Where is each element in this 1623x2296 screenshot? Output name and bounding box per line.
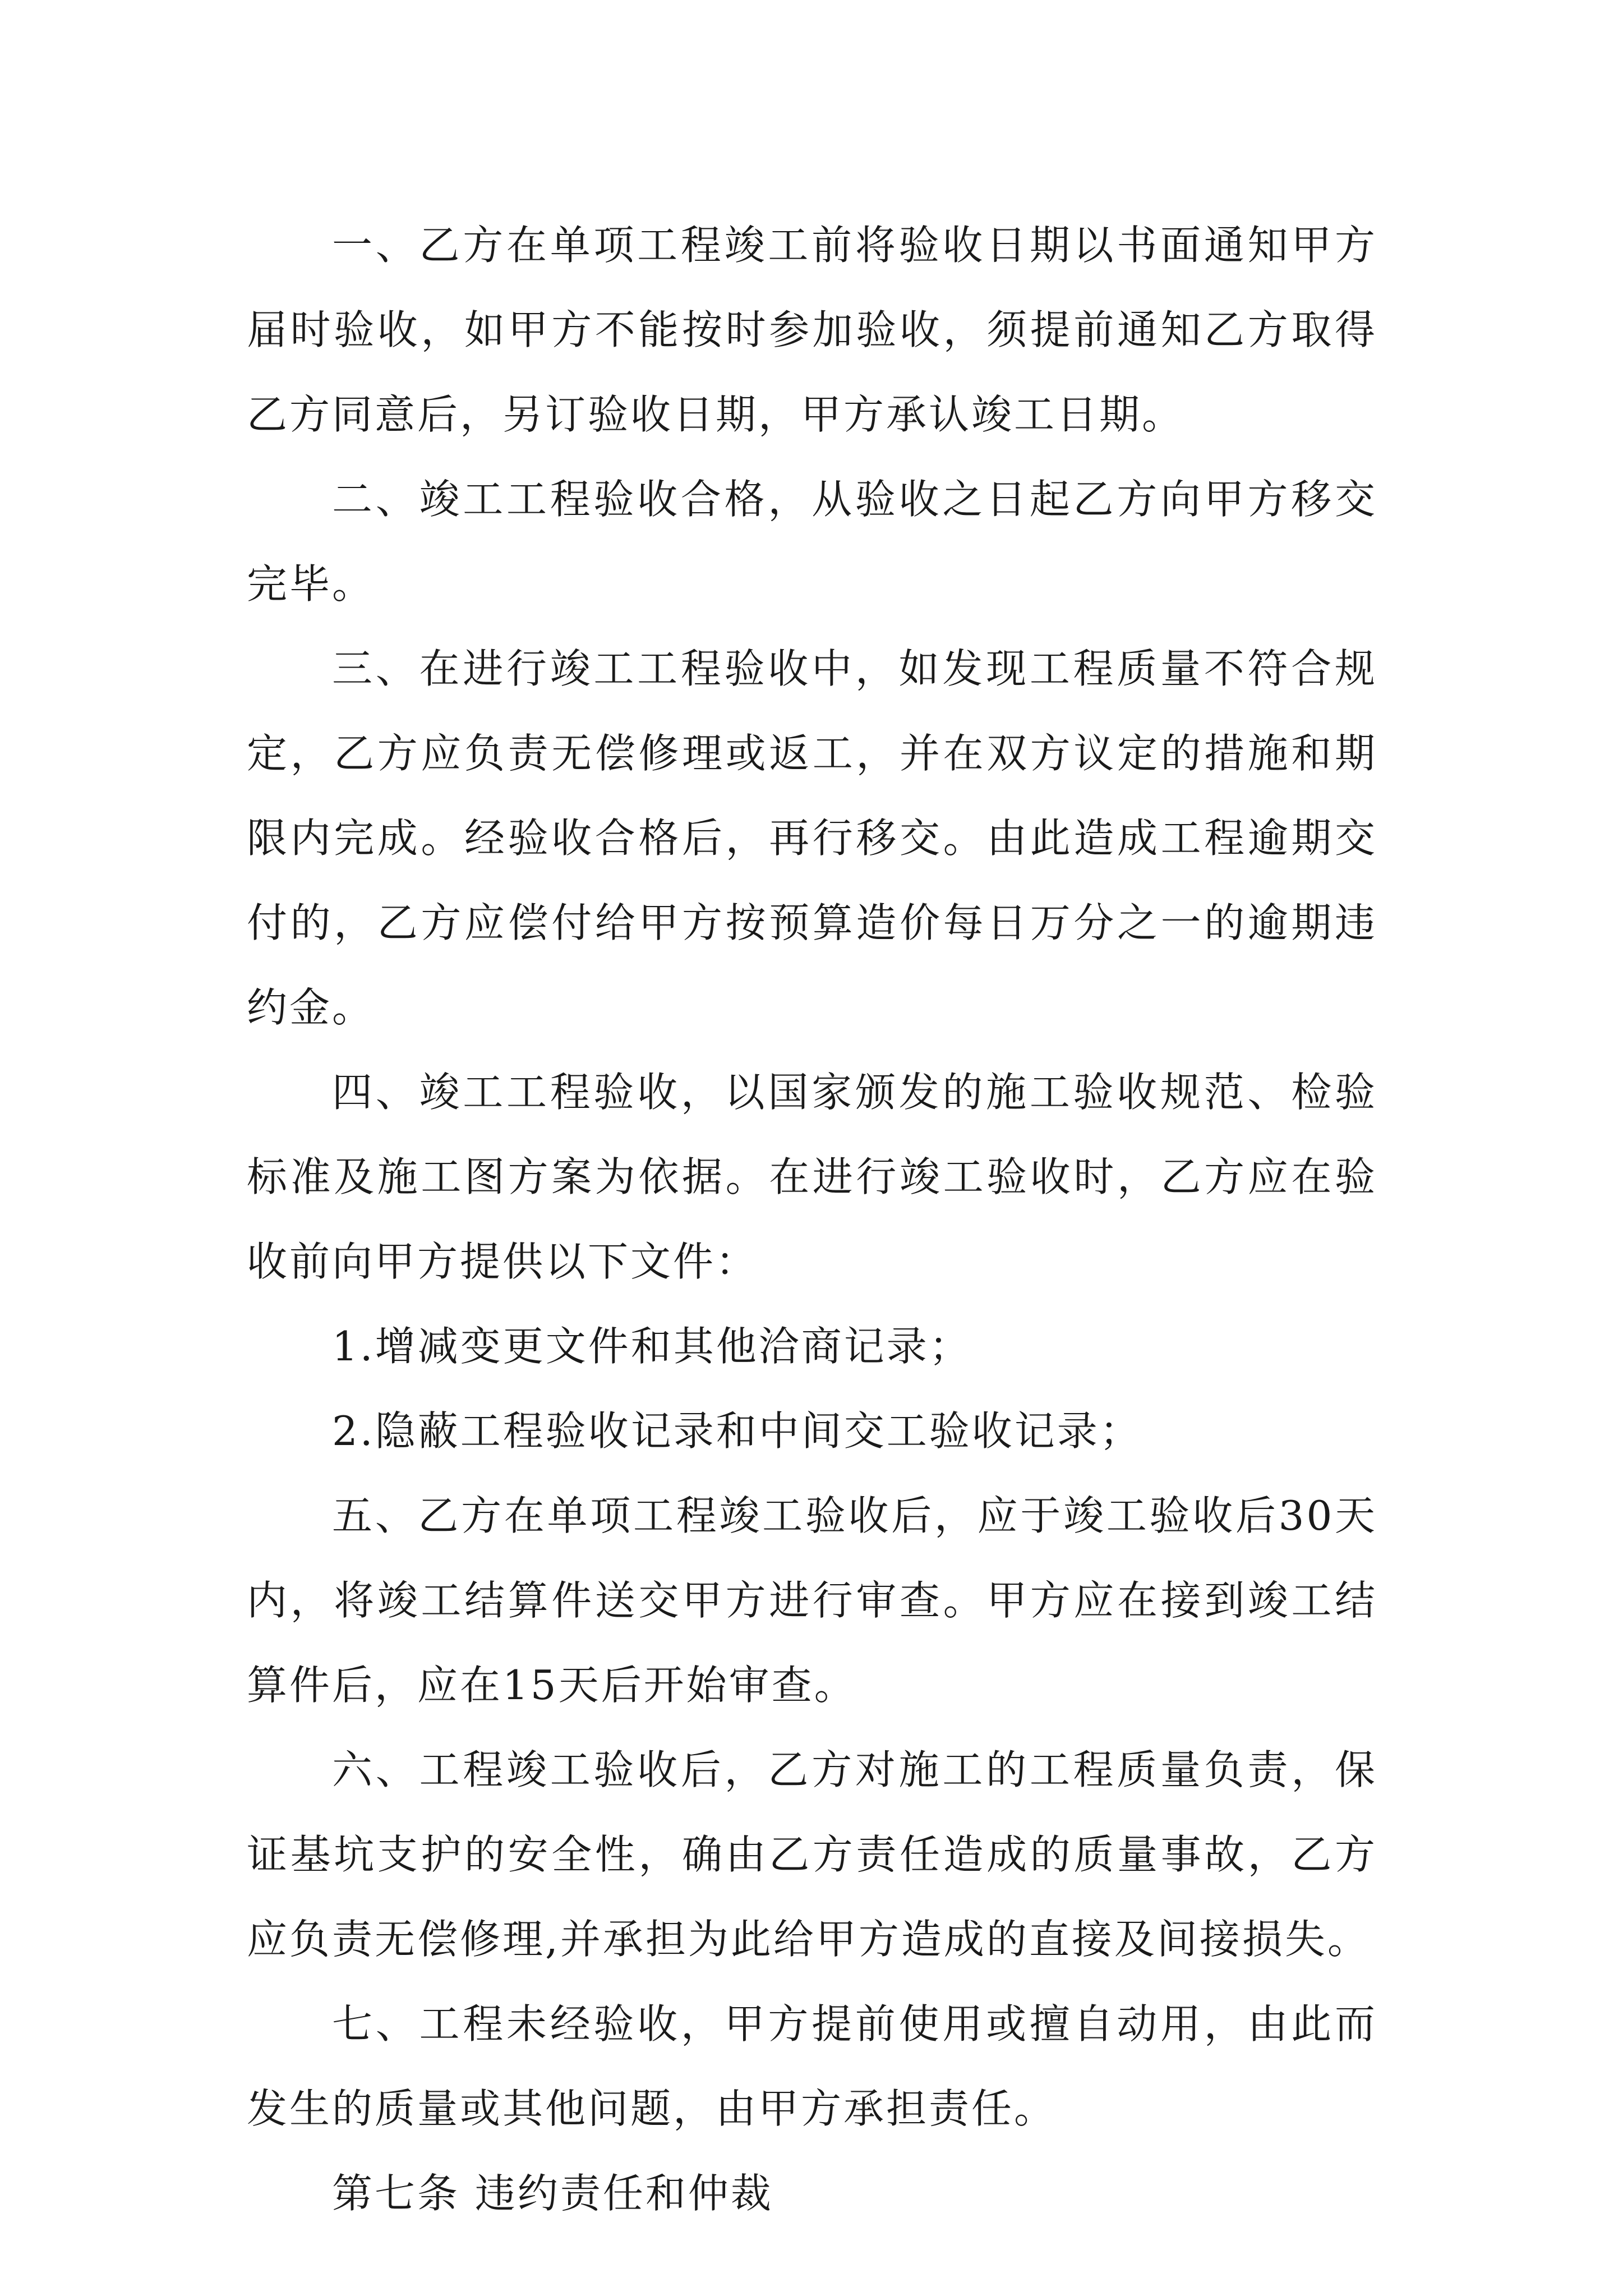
- clause-quality-defects: 三、在进行竣工工程验收中，如发现工程质量不符合规定，乙方应负责无偿修理或返工，并在双方议定的措施和期限内完成。经验收合格后，再行移交。由此造成工程逾期交付的，乙方应偿付给甲方按预算造价每日万分之一的逾期违约金。: [247, 645, 1377, 1031]
- document-body: [247, 203, 1377, 2236]
- clause-handover: 二、竣工工程验收合格，从验收之日起乙方向甲方移交完毕。: [247, 476, 1377, 608]
- section-heading-article-7: 第七条 违约责任和仲裁: [332, 2170, 773, 2217]
- clause-early-use: 七、工程未经验收，甲方提前使用或擅自动用，由此而发生的质量或其他问题，由甲方承担责任。: [247, 2000, 1377, 2132]
- clause-acceptance-basis: 四、竣工工程验收，以国家颁发的施工验收规范、检验标准及施工图方案为依据。在进行竣工验收时，乙方应在验收前向甲方提供以下文件：: [247, 1069, 1377, 1285]
- clause-acceptance-notice: 一、乙方在单项工程竣工前将验收日期以书面通知甲方届时验收，如甲方不能按时参加验收，须提前通知乙方取得乙方同意后，另订验收日期，甲方承认竣工日期。: [247, 222, 1377, 438]
- clause-settlement: 五、乙方在单项工程竣工验收后，应于竣工验收后30天内，将竣工结算件送交甲方进行审查。甲方应在接到竣工结算件后，应在15天后开始审查。: [247, 1492, 1377, 1709]
- list-item-concealed-works: 2.隐蔽工程验收记录和中间交工验收记录；: [332, 1407, 1142, 1455]
- list-item-change-records: 1.增减变更文件和其他洽商记录；: [332, 1323, 972, 1370]
- clause-warranty: 六、工程竣工验收后，乙方对施工的工程质量负责，保证基坑支护的安全性，确由乙方责任造成的质量事故，乙方应负责无偿修理,并承担为此给甲方造成的直接及间接损失。: [247, 1746, 1377, 1963]
